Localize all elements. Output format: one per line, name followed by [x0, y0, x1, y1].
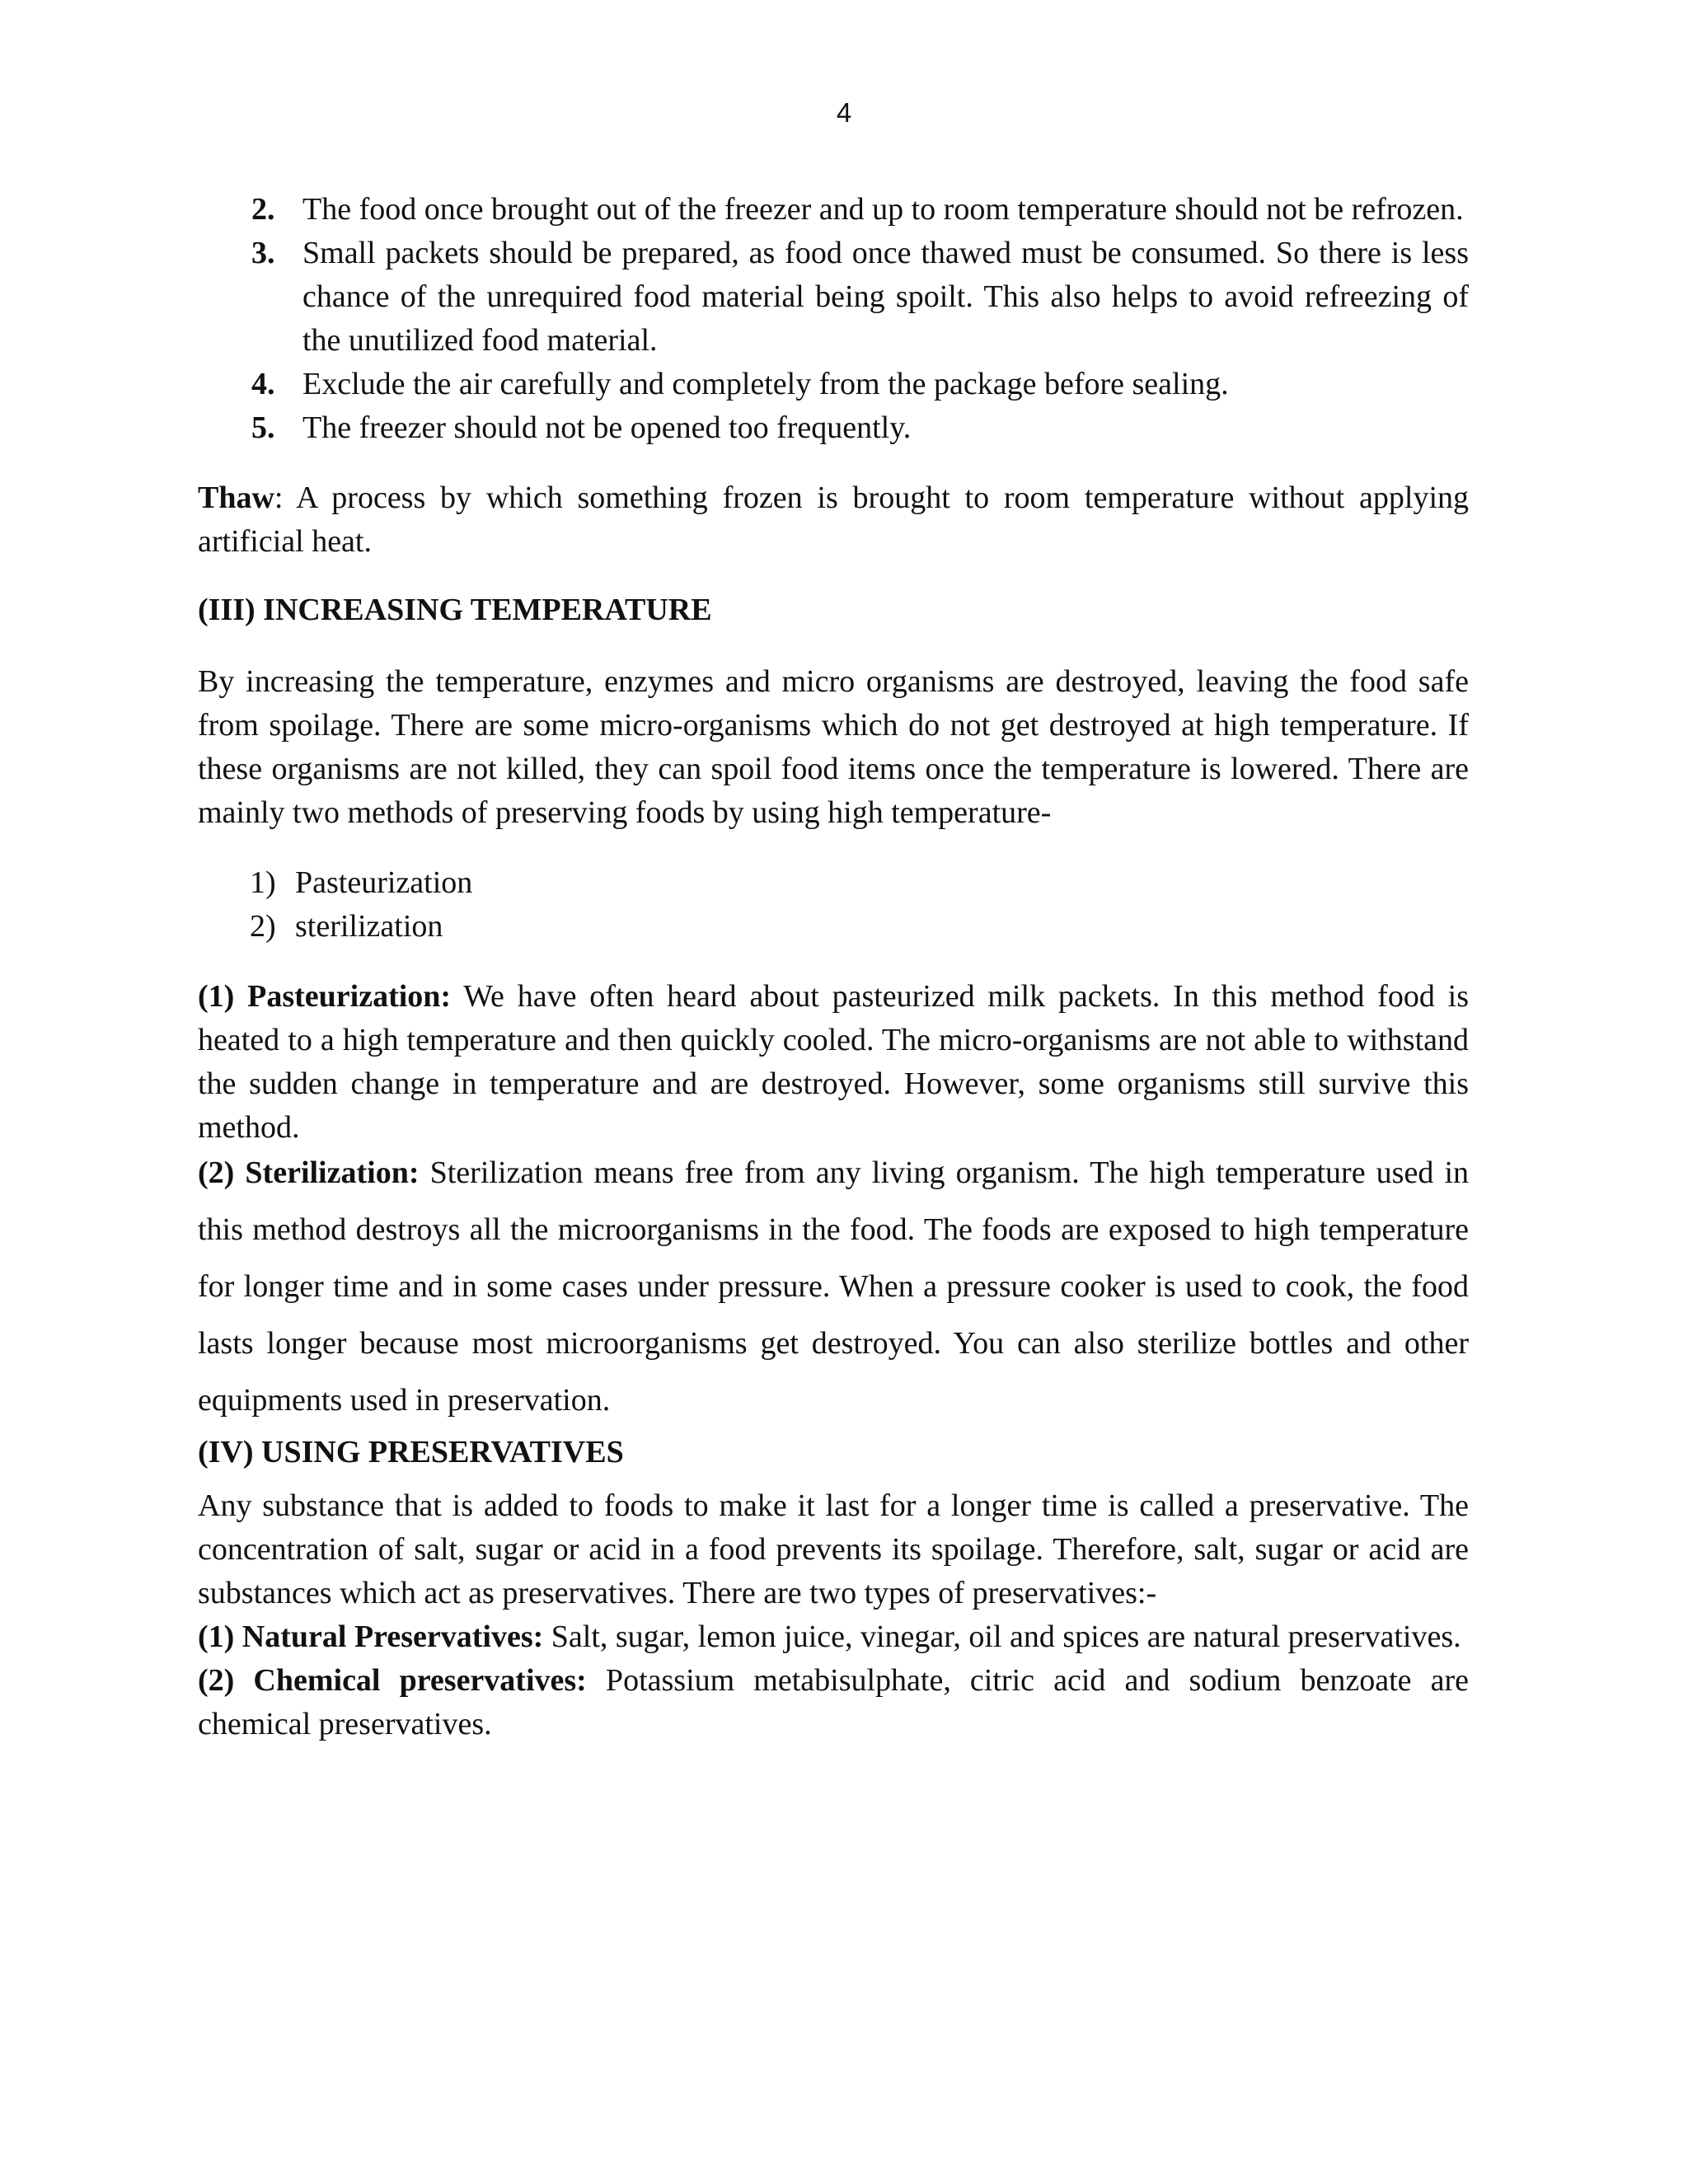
list-item — [198, 363, 1469, 406]
natural-preservatives-text: Salt, sugar, lemon juice, vinegar, oil and spices are natural preservatives. — [543, 1619, 1461, 1654]
sterilization-label: (2) Sterilization: — [198, 1155, 420, 1190]
natural-preservatives-paragraph — [198, 1615, 1469, 1659]
section-heading-using-preservatives: (IV) USING PRESERVATIVES — [198, 1435, 624, 1469]
list-item-number: 2. — [251, 192, 275, 227]
list-item-text: Small packets should be prepared, as food once thawed must be consumed. So there is less chance of the unrequired food material being spoilt. This also helps to avoid refreezing of the unutilized food material. — [302, 236, 1469, 358]
natural-preservatives-label: (1) Natural Preservatives: — [198, 1619, 544, 1654]
list-item-text: Exclude the air carefully and completely from the package before sealing. — [302, 367, 1229, 401]
list-item — [198, 861, 1469, 905]
chemical-preservatives-label: (2) Chemical preservatives: — [198, 1663, 587, 1698]
thaw-definition-text: : A process by which something frozen is brought to room temperature without applying artificial heat. — [198, 480, 1469, 559]
list-item-text: The food once brought out of the freezer and up to room temperature should not be refrozen. — [302, 192, 1464, 227]
list-item-text: sterilization — [295, 909, 443, 944]
section-heading-increasing-temperature: (III) INCREASING TEMPERATURE — [198, 593, 712, 627]
chemical-preservatives-paragraph — [198, 1659, 1469, 1746]
thaw-term: Thaw — [198, 480, 274, 515]
sterilization-text: Sterilization means free from any living organism. The high temperature used in this method destroys all the microorganisms in the food. The foods are exposed to high temperature for longer time and in some cases under pressure. When a pressure cooker is used to cook, the food lasts longer because most microorganisms get destroyed. You can also sterilize bottles and other equipments used in preservation. — [198, 1155, 1470, 1418]
list-item — [198, 232, 1469, 363]
list-item — [198, 406, 1469, 450]
pasteurization-label: (1) Pasteurization: — [198, 979, 452, 1014]
list-item-number: 4. — [251, 367, 275, 401]
list-item-number: 3. — [251, 236, 275, 270]
list-item-number: 5. — [251, 410, 275, 445]
page-content — [198, 188, 1469, 1746]
pasteurization-paragraph — [198, 975, 1469, 1150]
page-number: 4 — [836, 97, 852, 128]
list-item-text: The freezer should not be opened too frequently. — [302, 410, 912, 445]
section-iv-intro: Any substance that is added to foods to make it last for a longer time is called a preservative. The concentration of salt, sugar or acid in a food prevents its spoilage. Therefore, salt, sugar or acid are substances which act as preservatives. There are two types of preservatives:- — [198, 1488, 1469, 1610]
list-item — [198, 188, 1469, 232]
freezing-tips-list — [198, 188, 1469, 450]
list-item-number: 2) — [250, 909, 276, 944]
section-iii-intro: By increasing the temperature, enzymes and micro organisms are destroyed, leaving the food safe from spoilage. There are some micro-organisms which do not get destroyed at high temperature. If these organisms are not killed, they can spoil food items once the temperature is lowered. There are mainly two methods of preserving foods by using high temperature- — [198, 664, 1469, 830]
sterilization-paragraph — [198, 1145, 1469, 1429]
pasteurization-text: We have often heard about pasteurized milk packets. In this method food is heated to a high temperature and then quickly cooled. The micro-organisms are not able to withstand the sudden change in temperature and are destroyed. However, some organisms still survive this method. — [198, 979, 1469, 1145]
list-item — [198, 905, 1469, 949]
chemical-preservatives-text: Potassium metabisulphate, citric acid and sodium benzoate are chemical preservatives. — [198, 1663, 1469, 1741]
methods-list — [198, 861, 1469, 949]
thaw-definition — [198, 476, 1469, 564]
list-item-number: 1) — [250, 865, 276, 900]
list-item-text: Pasteurization — [295, 865, 473, 900]
